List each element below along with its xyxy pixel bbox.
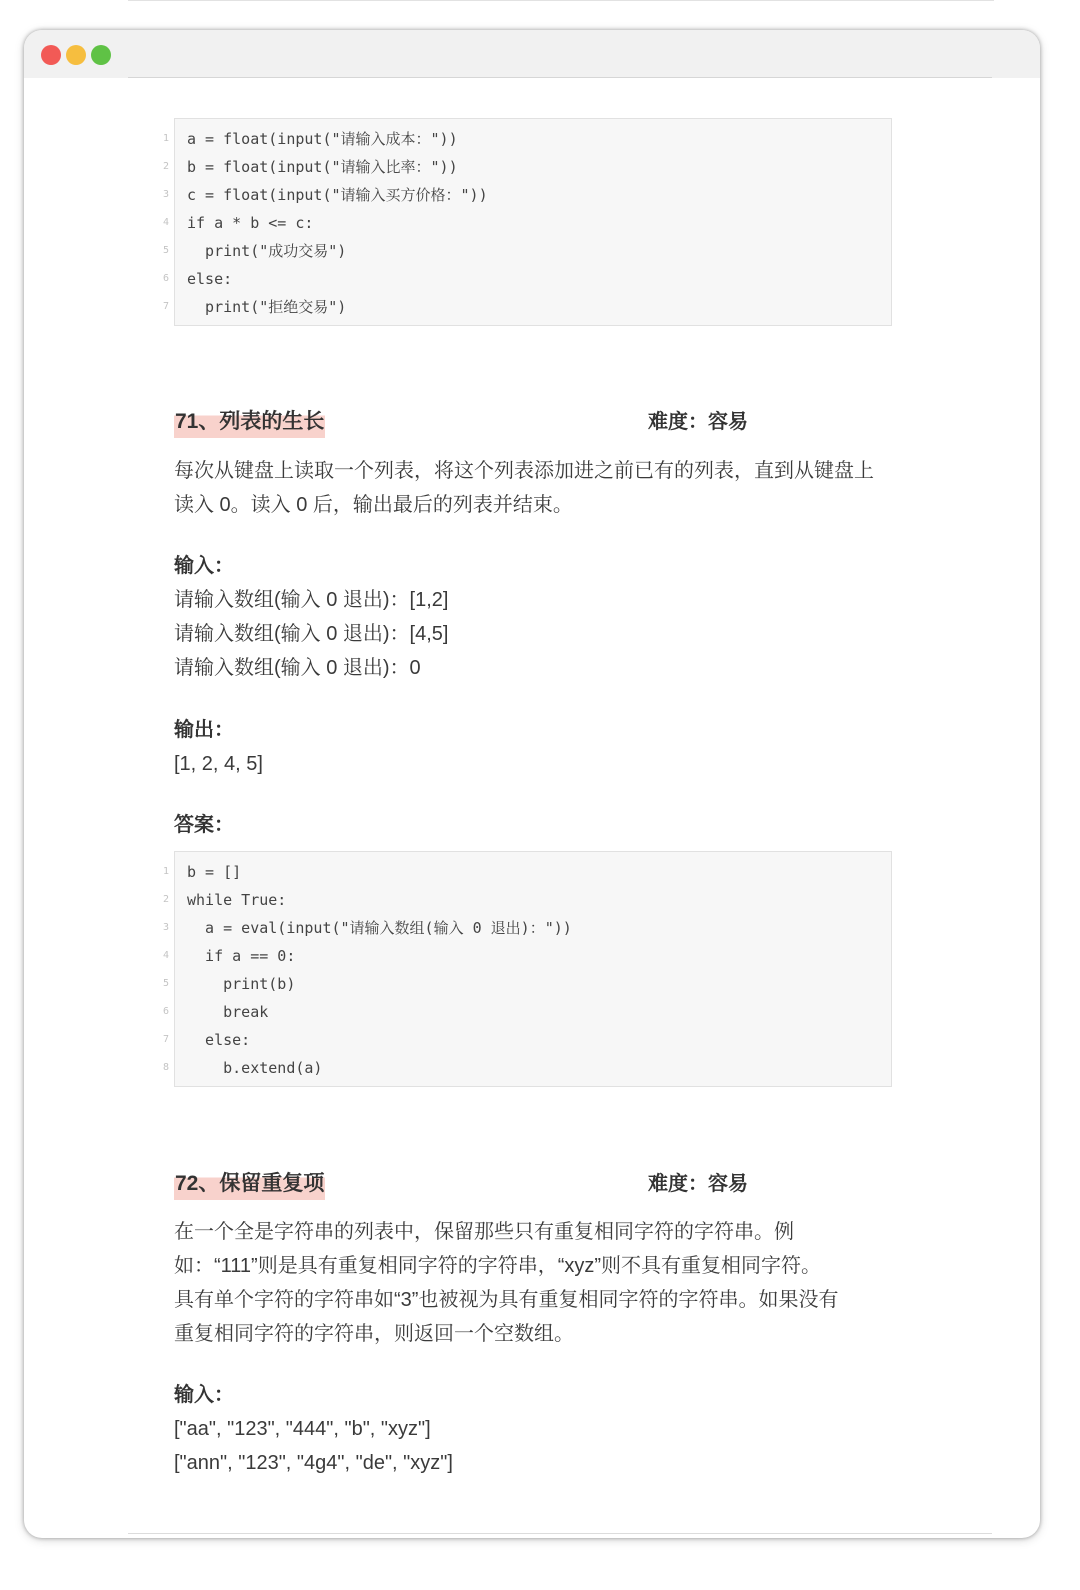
maximize-window-icon[interactable] bbox=[91, 45, 111, 65]
code-text: c = float(input("请输入买方价格：")) bbox=[187, 186, 488, 204]
code-text: print("拒绝交易") bbox=[187, 298, 347, 316]
code-text: print("成功交易") bbox=[187, 242, 347, 260]
output-label-71: 输出： bbox=[174, 719, 234, 741]
input-label-71: 输入： bbox=[174, 555, 234, 577]
answer-label-71: 答案： bbox=[174, 814, 234, 836]
code-text: while True: bbox=[187, 891, 287, 909]
question-title-72: 72、保留重复项 bbox=[174, 1168, 325, 1200]
code-line: 1 a = float(input("请输入成本：")) bbox=[175, 125, 891, 153]
code-text: break bbox=[187, 1003, 269, 1021]
window-titlebar bbox=[24, 30, 1040, 78]
code-block-q71 bbox=[162, 851, 892, 1087]
code-text: if a * b <= c: bbox=[187, 214, 314, 232]
question-description-72: 在一个全是字符串的列表中，保留那些只有重复相同字符的字符串。例 如：“111”则是具有重复相同字符的字符串，“xyz”则不具有重复相同字符。 具有单个字符的字符串如“3”也被视为具有重复相同字符的字符串。如果没有 重复相同字符的字符串，则返回一个空数组。 bbox=[174, 1221, 839, 1345]
code-line: 4 if a == 0: bbox=[175, 942, 891, 970]
code-line: 5 print("成功交易") bbox=[175, 237, 891, 265]
code-text: b.extend(a) bbox=[187, 1059, 323, 1077]
code-line: 5 print(b) bbox=[175, 970, 891, 998]
code-line: 7 else: bbox=[175, 1026, 891, 1054]
code-text: b = [] bbox=[187, 863, 242, 881]
difficulty-label-71: 难度：容易 bbox=[648, 411, 748, 433]
code-line: 2 b = float(input("请输入比率：")) bbox=[175, 153, 891, 181]
output-example-71: [1, 2, 4, 5] bbox=[174, 753, 263, 775]
code-line: 8 b.extend(a) bbox=[175, 1054, 891, 1082]
code-text: if a == 0: bbox=[187, 947, 296, 965]
input-example-71: 请输入数组(输入 0 退出)：[1,2] 请输入数组(输入 0 退出)：[4,5] 请输入数组(输入 0 退出)：0 bbox=[174, 589, 449, 679]
top-divider bbox=[128, 0, 994, 1]
input-example-72: ["aa", "123", "444", "b", "xyz"] ["ann", "123", "4g4", "de", "xyz"] bbox=[174, 1418, 453, 1474]
question-title-71: 71、列表的生长 bbox=[174, 406, 325, 438]
code-line: 3 c = float(input("请输入买方价格：")) bbox=[175, 181, 891, 209]
code-text: print(b) bbox=[187, 975, 296, 993]
code-text: a = float(input("请输入成本：")) bbox=[187, 130, 458, 148]
code-text: a = eval(input("请输入数组(输入 0 退出)：")) bbox=[187, 919, 572, 937]
code-line: 4 if a * b <= c: bbox=[175, 209, 891, 237]
code-line: 6 else: bbox=[175, 265, 891, 293]
code-line: 3 a = eval(input("请输入数组(输入 0 退出)：")) bbox=[175, 914, 891, 942]
code-text: else: bbox=[187, 270, 233, 288]
code-line: 7 print("拒绝交易") bbox=[175, 293, 891, 321]
code-block-q70 bbox=[162, 118, 892, 326]
code-line: 6 break bbox=[175, 998, 891, 1026]
input-label-72: 输入： bbox=[174, 1384, 234, 1406]
window-frame bbox=[24, 30, 1040, 1538]
minimize-window-icon[interactable] bbox=[66, 45, 86, 65]
question-description-71: 每次从键盘上读取一个列表，将这个列表添加进之前已有的列表，直到从键盘上 读入 0。读入 0 后，输出最后的列表并结束。 bbox=[174, 460, 874, 516]
bottom-divider bbox=[128, 1533, 992, 1534]
code-text: b = float(input("请输入比率：")) bbox=[187, 158, 458, 176]
titlebar-divider bbox=[128, 77, 992, 78]
difficulty-label-72: 难度：容易 bbox=[648, 1173, 748, 1195]
code-text: else: bbox=[187, 1031, 251, 1049]
code-line: 2 while True: bbox=[175, 886, 891, 914]
code-line: 1 b = [] bbox=[175, 858, 891, 886]
close-window-icon[interactable] bbox=[41, 45, 61, 65]
